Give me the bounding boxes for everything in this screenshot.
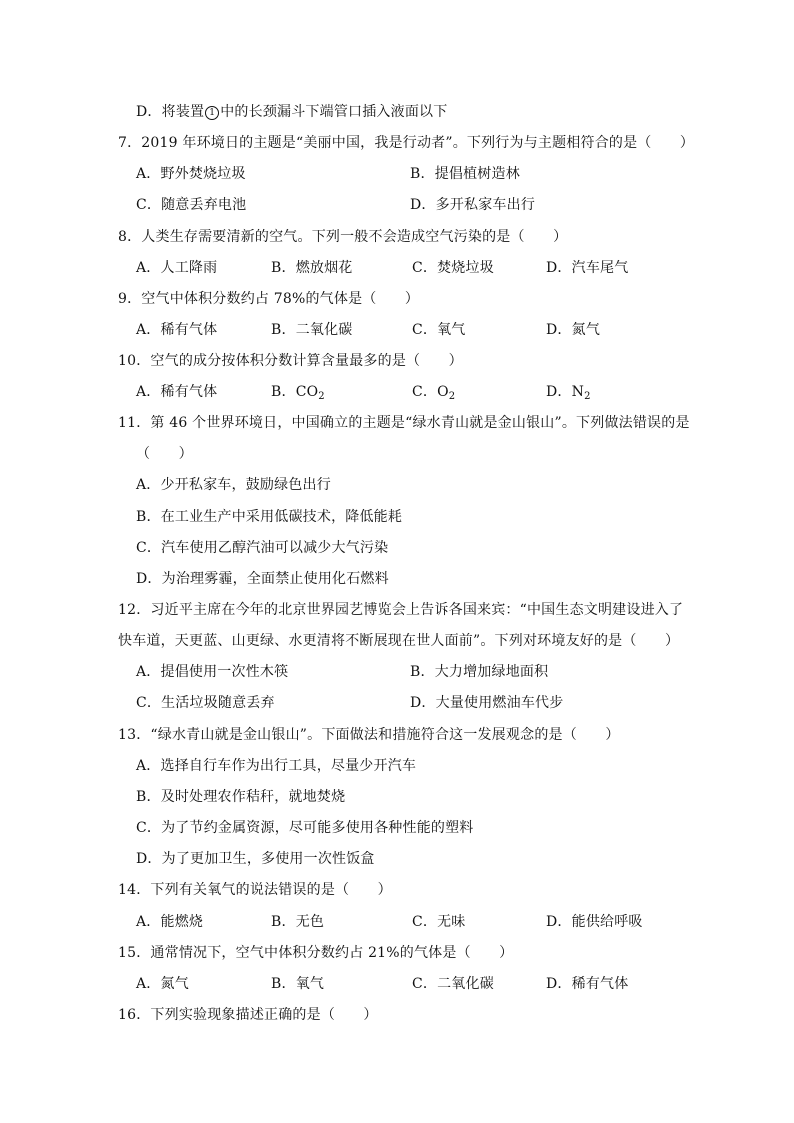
q6-option-d-text-pre: D．将装置 (136, 104, 205, 120)
q11-stem: 11．第 46 个世界环境日，中国确立的主题是“绿水青山就是金山银山”。下列做法错误的是 (118, 415, 690, 431)
q12-stem-cont: 快车道，天更蓝、山更绿、水更清将不断展现在世人面前”。下列对环境友好的是（ ） (118, 633, 680, 649)
q13-option-c: C．为了节约金属资源，尽可能多使用各种性能的塑料 (136, 820, 474, 836)
q8-option-a: A．人工降雨 (136, 260, 218, 276)
q8-option-b: B．燃放烟花 (271, 260, 353, 276)
q10-option-c (412, 382, 455, 402)
q10-option-a: A．稀有气体 (136, 384, 218, 400)
q7-option-d: D．多开私家车出行 (410, 197, 536, 213)
q10-option-b-subscript: 2 (318, 391, 325, 402)
q10-option-d (546, 382, 591, 402)
q9-option-d: D．氮气 (546, 322, 601, 338)
q15-option-a: A．氮气 (136, 976, 189, 992)
q6-option-d (136, 102, 447, 122)
q8-option-c: C．焚烧垃圾 (412, 260, 494, 276)
q14-option-d: D．能供给呼吸 (546, 914, 643, 930)
q12-option-b: B．大力增加绿地面积 (410, 664, 549, 680)
q7-option-a: A．野外焚烧垃圾 (136, 166, 246, 182)
q13-option-d: D．为了更加卫生，多使用一次性饭盒 (136, 851, 375, 867)
q15-option-b: B．氧气 (271, 976, 325, 992)
q9-option-a: A．稀有气体 (136, 322, 218, 338)
q11-option-c: C．汽车使用乙醇汽油可以减少大气污染 (136, 540, 389, 556)
q13-stem: 13．“绿水青山就是金山银山”。下面做法和措施符合这一发展观念的是（ ） (118, 727, 620, 743)
q9-option-b: B．二氧化碳 (271, 322, 353, 338)
q10-option-d-subscript: 2 (584, 391, 591, 402)
q12-option-c: C．生活垃圾随意丢弃 (136, 695, 275, 711)
q7-stem: 7．2019 年环境日的主题是“美丽中国，我是行动者”。下列行为与主题相符合的是（ ） (118, 135, 695, 151)
q15-option-d: D．稀有气体 (546, 976, 629, 992)
q11-option-a: A．少开私家车，鼓励绿色出行 (136, 477, 331, 493)
q15-stem: 15．通常情况下，空气中体积分数约占 21%的气体是（ ） (118, 945, 514, 961)
q10-stem: 10．空气的成分按体积分数计算含量最多的是（ ） (118, 353, 463, 369)
q16-stem: 16．下列实验现象描述正确的是（ ） (118, 1007, 378, 1023)
q12-stem: 12．习近平主席在今年的北京世界园艺博览会上告诉各国来宾：“中国生态文明建设进入了 (118, 602, 684, 618)
q8-option-d: D．汽车尾气 (546, 260, 629, 276)
q13-option-b: B．及时处理农作秸秆，就地焚烧 (136, 789, 346, 805)
q6-option-d-text-post: 中的长颈漏斗下端管口插入液面以下 (220, 104, 448, 120)
q7-option-c: C．随意丢弃电池 (136, 197, 247, 213)
q14-stem: 14．下列有关氧气的说法错误的是（ ） (118, 882, 392, 898)
q10-option-c-formula: C．O (412, 384, 449, 400)
q13-option-a: A．选择自行车作为出行工具，尽量少开汽车 (136, 758, 417, 774)
q15-option-c: C．二氧化碳 (412, 976, 494, 992)
q12-option-d: D．大量使用燃油车代步 (410, 695, 564, 711)
q7-option-b: B．提倡植树造林 (410, 166, 520, 182)
q14-option-b: B．无色 (271, 914, 325, 930)
q9-option-c: C．氧气 (412, 322, 466, 338)
q10-option-b-formula: B．CO (271, 384, 319, 400)
q10-option-b (271, 382, 325, 402)
q10-option-d-formula: D．N (546, 384, 585, 400)
q10-option-c-subscript: 2 (448, 391, 456, 402)
q12-option-a: A．提倡使用一次性木筷 (136, 664, 289, 680)
circled-number-icon: 1 (205, 106, 219, 120)
q11-stem-cont: （ ） (136, 446, 193, 462)
q8-stem: 8．人类生存需要清新的空气。下列一般不会造成空气污染的是（ ） (118, 229, 568, 245)
q14-option-a: A．能燃烧 (136, 914, 204, 930)
q9-stem: 9．空气中体积分数约占 78%的气体是（ ） (118, 291, 420, 307)
q11-option-d: D．为治理雾霾，全面禁止使用化石燃料 (136, 571, 389, 587)
q14-option-c: C．无味 (412, 914, 466, 930)
q11-option-b: B．在工业生产中采用低碳技术，降低能耗 (136, 509, 403, 525)
